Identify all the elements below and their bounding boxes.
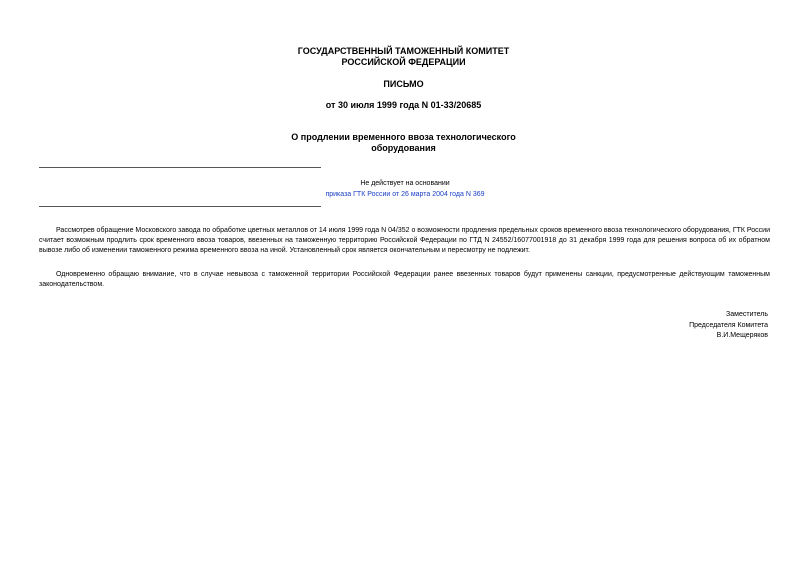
- signatory-name: В.И.Мещеряков: [716, 332, 768, 339]
- subject-line-2: оборудования: [371, 143, 436, 153]
- status-divider-top: [39, 167, 321, 168]
- document-issuer: [0, 46, 807, 68]
- document-subject: [0, 132, 807, 154]
- signature-block: [689, 310, 768, 342]
- document-type: ПИСЬМО: [383, 79, 424, 89]
- issuer-line-2: РОССИЙСКОЙ ФЕДЕРАЦИИ: [341, 57, 466, 67]
- document-date-number: от 30 июля 1999 года N 01-33/20685: [325, 100, 482, 110]
- status-divider-bottom: [39, 206, 321, 207]
- body-paragraph: Одновременно обращаю внимание, что в случае невывоза с таможенной территории Российской Федерации ранее ввезенных товаров будут применены санкции, предусмотренные действующим таможенным законодательством.: [39, 271, 770, 288]
- status-order-link[interactable]: приказа ГТК России от 26 марта 2004 года N 369: [325, 191, 485, 198]
- status-note: Не действует на основании: [360, 180, 450, 187]
- signature-title-line-1: Заместитель: [726, 311, 768, 318]
- signature-title-line-2: Председателя Комитета: [689, 321, 768, 329]
- issuer-line-1: ГОСУДАРСТВЕННЫЙ ТАМОЖЕННЫЙ КОМИТЕТ: [297, 46, 510, 56]
- body-paragraph: Рассмотрев обращение Московского завода по обработке цветных металлов от 14 июля 1999 года N 04/352 о возможности продления предельных сроков временного ввоза технологического оборудования, ГТК России считает возможным продлить срок временного ввоза товаров, ввезенных на таможенную территорию Российской Федерации по ГТД N 24552/16077001918 до 31 декабря 1999 года для решения вопроса об их обратном вывозе либо об изменении таможенного режима временного ввоза на иной. Установленный срок является окончательным и пересмотру не подлежит.: [39, 227, 770, 254]
- subject-line-1: О продлении временного ввоза технологического: [291, 132, 516, 142]
